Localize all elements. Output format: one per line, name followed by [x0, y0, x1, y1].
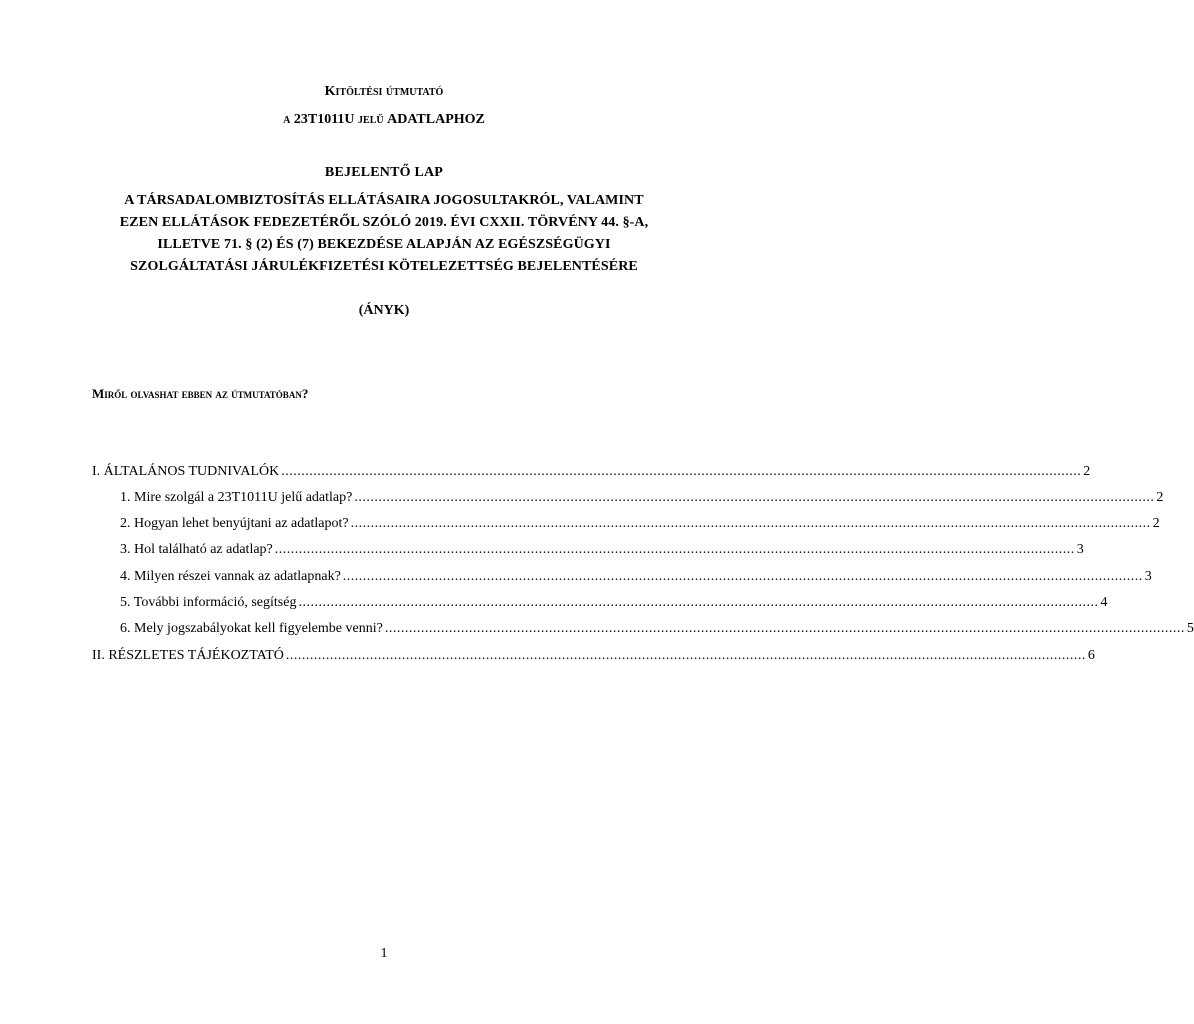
toc-entry-page: 2 — [1156, 490, 1164, 505]
toc-entry-page: 6 — [1087, 648, 1095, 663]
main-title — [0, 190, 768, 278]
toc-leader: ........................................................................................................................................................................................................ — [285, 648, 1086, 663]
toc-entry[interactable] — [120, 569, 1152, 585]
page-number: 1 — [380, 946, 388, 961]
guide-title: Kitöltési útmutató — [324, 84, 444, 99]
anyk-label: (ÁNYK) — [358, 303, 410, 318]
toc-leader: ........................................................................................................................................................................................................ — [384, 621, 1185, 636]
toc-entry-page: 2 — [1152, 516, 1160, 531]
main-title-line: EZEN ELLÁTÁSOK FEDEZETÉRŐL SZÓLÓ 2019. ÉVI CXXII. TÖRVÉNY 44. §-A, — [119, 215, 649, 230]
toc-leader: ........................................................................................................................................................................................................ — [354, 490, 1155, 505]
toc-entry-page: 5 — [1186, 621, 1194, 636]
toc-entry[interactable] — [120, 595, 1108, 611]
toc-entry-label: 3. Hol található az adatlap? — [120, 542, 273, 557]
toc-entry-label: I. ÁLTALÁNOS TUDNIVALÓK — [92, 464, 280, 479]
toc-leader: ........................................................................................................................................................................................................ — [281, 464, 1082, 479]
subtitle-mid: jelű — [358, 112, 384, 127]
main-title-line: SZOLGÁLTATÁSI JÁRULÉKFIZETÉSI KÖTELEZETTSÉG BEJELENTÉSÉRE — [130, 259, 638, 274]
toc-leader: ........................................................................................................................................................................................................ — [298, 595, 1099, 610]
toc-entry[interactable] — [120, 516, 1160, 532]
toc-entry[interactable] — [120, 542, 1084, 558]
toc-entry-page: 4 — [1100, 595, 1108, 610]
toc-entry-label: 4. Milyen részei vannak az adatlapnak? — [120, 569, 341, 584]
form-code: 23T1011U — [293, 112, 355, 127]
guide-subtitle — [0, 112, 768, 128]
toc-leader: ........................................................................................................................................................................................................ — [350, 516, 1151, 531]
toc-entry[interactable] — [120, 490, 1164, 506]
main-title-line: A TÁRSADALOMBIZTOSÍTÁS ELLÁTÁSAIRA JOGOSULTAKRÓL, VALAMINT — [124, 193, 644, 208]
toc-entry[interactable] — [92, 464, 1091, 480]
toc-entry-page: 3 — [1076, 542, 1084, 557]
toc-entry-label: 2. Hogyan lehet benyújtani az adatlapot? — [120, 516, 349, 531]
toc-heading: Miről olvashat ebben az útmutatóban? — [92, 386, 309, 401]
toc-entry[interactable] — [92, 648, 1095, 664]
toc-entry-label: 5. További információ, segítség — [120, 595, 297, 610]
toc-entry-label: 6. Mely jogszabályokat kell figyelembe venni? — [120, 621, 383, 636]
toc-entry-label: II. RÉSZLETES TÁJÉKOZTATÓ — [92, 648, 284, 663]
toc-leader: ........................................................................................................................................................................................................ — [342, 569, 1143, 584]
toc-entry-label: 1. Mire szolgál a 23T1011U jelű adatlap? — [120, 490, 353, 505]
subtitle-suffix: ADATLAPHOZ — [387, 112, 485, 127]
form-name: BEJELENTŐ LAP — [324, 165, 444, 180]
subtitle-prefix: a — [283, 112, 291, 127]
main-title-line: ILLETVE 71. § (2) ÉS (7) BEKEZDÉSE ALAPJÁN AZ EGÉSZSÉGÜGYI — [157, 237, 611, 252]
toc-entry-page: 3 — [1144, 569, 1152, 584]
toc-leader: ........................................................................................................................................................................................................ — [274, 542, 1075, 557]
toc-entry-page: 2 — [1083, 464, 1091, 479]
toc-entry[interactable] — [120, 621, 1194, 637]
